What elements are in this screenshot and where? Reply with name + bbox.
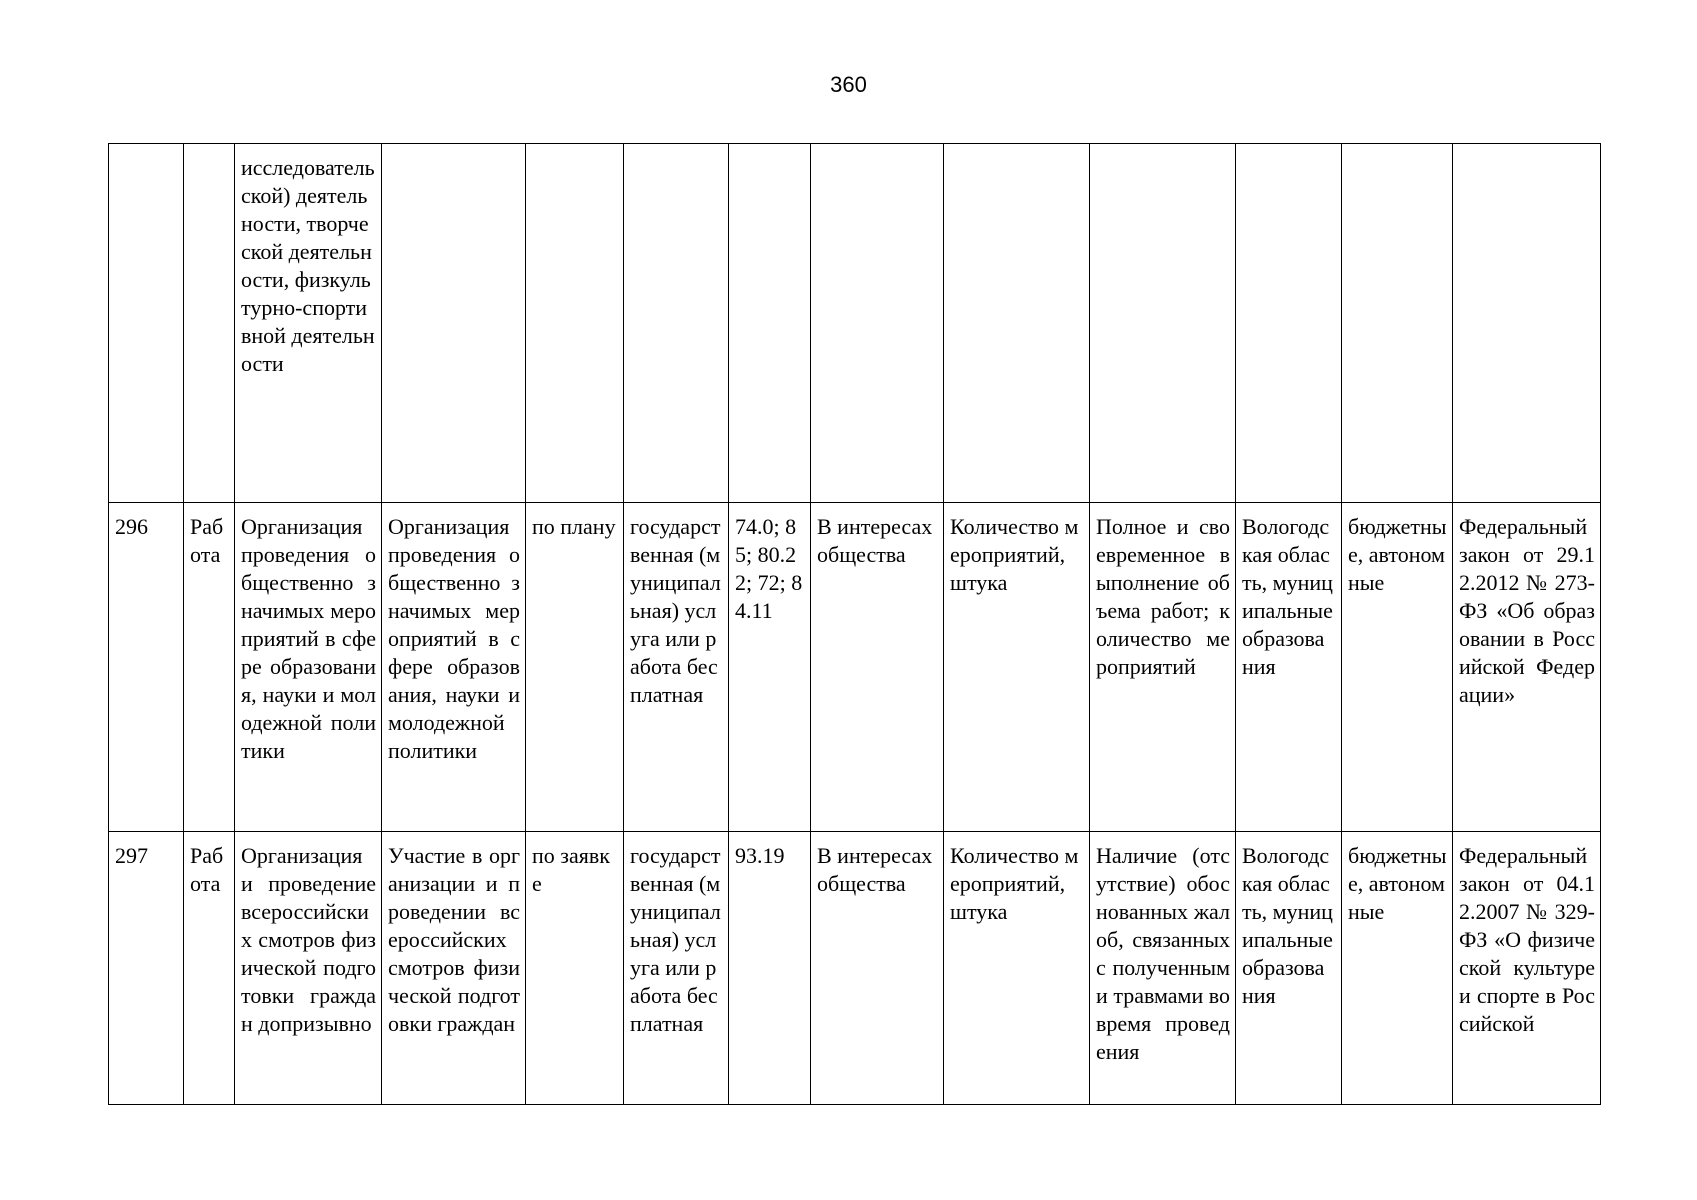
cell-okved: 93.19 [729, 832, 811, 1105]
cell-content: Организация проведения общественно значимых мероприятий в сфере образования, науки и молодежной политики [382, 503, 526, 832]
cell-level: Вологодская область, муниципальные образования [1236, 503, 1342, 832]
cell-quality-indicator: Полное и своевременное выполнение объема работ; количество мероприятий [1090, 503, 1236, 832]
cell-conditions: по плану [526, 503, 624, 832]
cell-level [1236, 144, 1342, 503]
cell-conditions [526, 144, 624, 503]
cell-quality-indicator: Наличие (отсутствие) обоснованных жалоб, связанных с полученным и травмами во время проведения [1090, 832, 1236, 1105]
cell-institutions: бюджетные, автономные [1342, 832, 1453, 1105]
cell-quality-indicator [1090, 144, 1236, 503]
cell-legal-basis: Федеральный закон от 29.12.2012 № 273-ФЗ «Об образовании в Российской Федерации» [1453, 503, 1601, 832]
cell-level: Вологодская область, муниципальные образования [1236, 832, 1342, 1105]
cell-type: государственная (муниципальная) услуга или работа бесплатная [624, 832, 729, 1105]
cell-kind: Работа [184, 503, 235, 832]
cell-name: Организация проведения общественно значимых мероприятий в сфере образования, науки и молодежной политики [235, 503, 382, 832]
cell-volume-indicator: Количество мероприятий, штука [944, 832, 1090, 1105]
cell-conditions: по заявке [526, 832, 624, 1105]
cell-okved [729, 144, 811, 503]
cell-category: В интересах общества [811, 832, 944, 1105]
table-row [109, 503, 1601, 832]
cell-legal-basis: Федеральный закон от 04.12.2007 № 329-ФЗ «О физической культуре и спорте в Российской [1453, 832, 1601, 1105]
cell-legal-basis [1453, 144, 1601, 503]
cell-kind: Работа [184, 832, 235, 1105]
cell-volume-indicator: Количество мероприятий, штука [944, 503, 1090, 832]
cell-category: В интересах общества [811, 503, 944, 832]
cell-volume-indicator [944, 144, 1090, 503]
table-row [109, 144, 1601, 503]
registry-table [108, 143, 1601, 1105]
cell-institutions: бюджетные, автономные [1342, 503, 1453, 832]
cell-name: Организация и проведение всероссийских смотров физической подготовки граждан допризывно [235, 832, 382, 1105]
cell-kind [184, 144, 235, 503]
cell-category [811, 144, 944, 503]
cell-number: 297 [109, 832, 184, 1105]
cell-number [109, 144, 184, 503]
page-number: 360 [830, 72, 867, 97]
cell-type [624, 144, 729, 503]
cell-content [382, 144, 526, 503]
cell-name: исследовательской) деятельности, творческой деятельности, физкультурно-спортивной деятельности [235, 144, 382, 503]
cell-content: Участие в организации и проведении всероссийских смотров физической подготовки граждан [382, 832, 526, 1105]
cell-number: 296 [109, 503, 184, 832]
table-row [109, 832, 1601, 1105]
cell-institutions [1342, 144, 1453, 503]
cell-okved: 74.0; 85; 80.22; 72; 84.11 [729, 503, 811, 832]
cell-type: государственная (муниципальная) услуга или работа бесплатная [624, 503, 729, 832]
